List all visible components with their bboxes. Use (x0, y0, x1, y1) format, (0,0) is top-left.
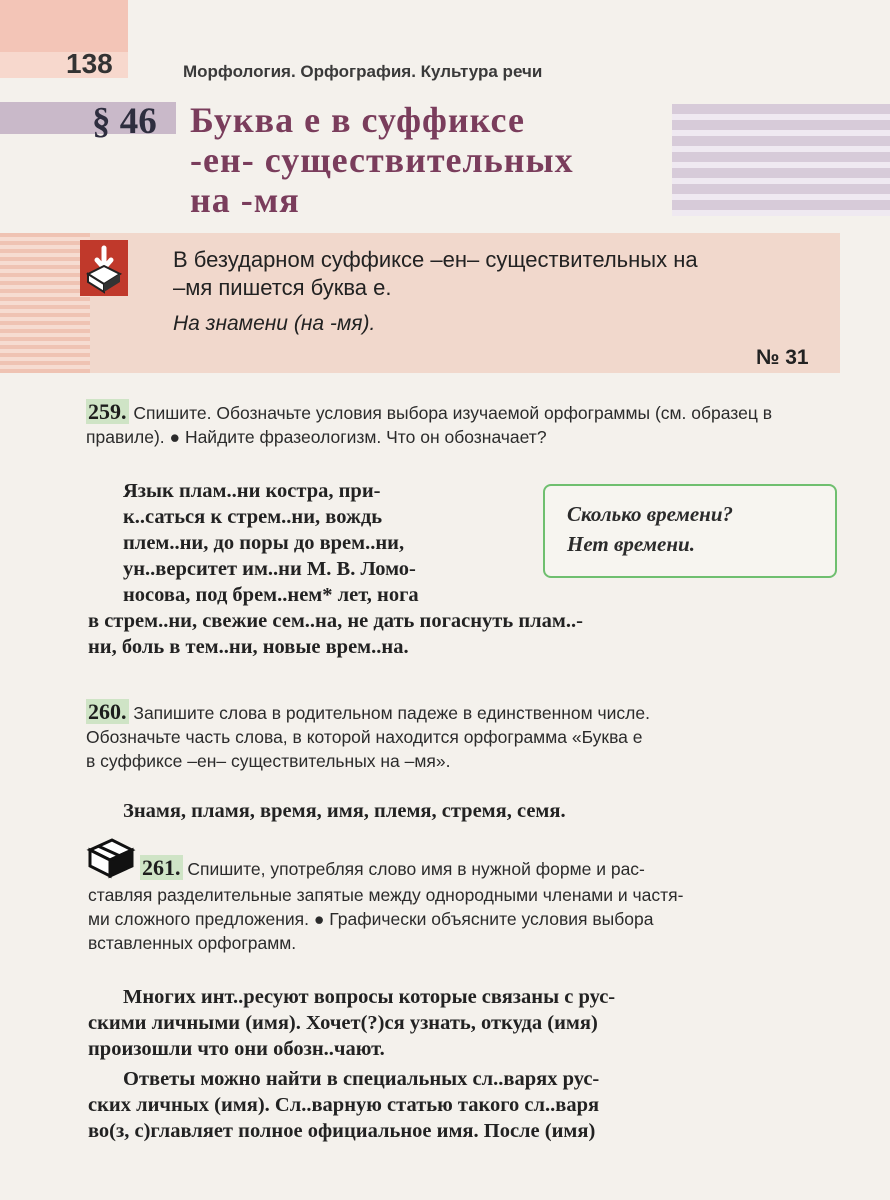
ex259-number: 259. (88, 399, 127, 424)
ex259-line: Язык плам..ни костра, при- (123, 480, 381, 502)
ex261-task-cont (88, 883, 838, 955)
decorative-stripes (672, 104, 890, 216)
section-title (190, 100, 574, 220)
ex260-task-line3: в суффиксе –ен– существительных на –мя». (86, 751, 451, 771)
rule-box-stripes (0, 233, 90, 373)
ex261-task-line3: ми сложного предложения. ● Графически объясните условия выбора (88, 909, 654, 929)
running-head: Морфология. Орфография. Культура речи (183, 62, 543, 81)
rule-line1: В безударном суффиксе –ен– существительных на (173, 247, 698, 272)
rule-line2: –мя пишется буква е. (173, 275, 392, 300)
quote-box (543, 484, 837, 578)
ex261-line: Ответы можно найти в специальных сл..варях рус- (123, 1068, 600, 1090)
ex259-text-bottom (88, 608, 838, 660)
section-title-line2: -ен- существительных (190, 140, 574, 180)
ex261-task (140, 856, 840, 881)
rule-pen-icon (80, 240, 128, 296)
section-number: § 46 (92, 101, 157, 142)
ex260-task (86, 700, 836, 773)
rule-example: На знамени (на -мя). (173, 312, 376, 335)
ex259-line: в стрем..ни, свежие сем..на, не дать погаснуть плам..- (88, 610, 583, 632)
ex259-task-text: Спишите. Обозначьте условия выбора изучаемой орфограммы (см. образец в правиле). ● Найдите фразеологизм. Что он обозначает? (86, 403, 773, 447)
ex261-number: 261. (142, 855, 181, 880)
cube-icon (86, 836, 136, 880)
ex259-line: плем..ни, до поры до врем..ни, (123, 532, 405, 554)
ex260-task-line2: Обозначьте часть слова, в которой находится орфограмма «Буква е (86, 727, 643, 747)
ex259-line: ни, боль в тем..ни, новые врем..на. (88, 636, 409, 658)
ex259-text-left (123, 478, 515, 608)
ex261-task-line4: вставленных орфограмм. (88, 933, 297, 953)
rule-text (173, 246, 838, 302)
ex261-line: скими личными (имя). Хочет(?)ся узнать, откуда (имя) (88, 1012, 598, 1034)
ex259-task (86, 400, 836, 449)
ex261-line: произошли что они обозн..чают. (88, 1038, 385, 1060)
ex261-line: ских личных (имя). Сл..варную статью такого сл..варя (88, 1094, 600, 1116)
section-title-line3: на -мя (190, 180, 300, 220)
page-number: 138 (66, 48, 113, 79)
ex259-line: к..саться к стрем..ни, вождь (123, 506, 383, 528)
rule-reference: № 31 (756, 346, 809, 369)
ex260-number: 260. (88, 699, 127, 724)
section-title-line1: Буква е в суффиксе (190, 100, 525, 140)
ex261-text (88, 984, 838, 1144)
ex261-task-line1: Спишите, употребляя слово имя в нужной форме и рас- (187, 859, 645, 879)
ex260-words: Знамя, пламя, время, имя, племя, стремя, семя. (123, 800, 566, 822)
ex259-line: носова, под брем..нем* лет, нога (123, 584, 419, 606)
ex261-line: Многих инт..ресуют вопросы которые связаны с рус- (123, 986, 616, 1008)
quote-line1: Сколько времени? (567, 502, 734, 526)
ex260-task-line1: Запишите слова в родительном падеже в единственном числе. (133, 703, 650, 723)
ex261-line: во(з, с)главляет полное официальное имя. После (имя) (88, 1120, 596, 1142)
quote-line2: Нет времени. (567, 532, 695, 556)
ex261-task-line2: ставляя разделительные запятые между однородными членами и частя- (88, 885, 684, 905)
ex259-line: ун..верситет им..ни М. В. Ломо- (123, 558, 416, 580)
